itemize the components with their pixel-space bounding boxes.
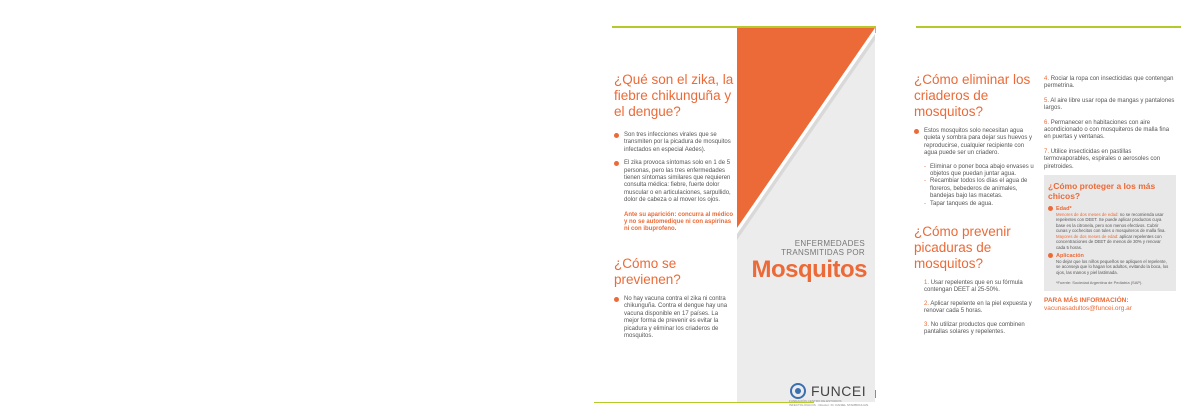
bullet-icon	[614, 161, 619, 166]
paragraph-intro: Estos mosquitos solo necesitan agua quieta y sombra para dejar sus huevos y reproducirse, cualquier recipiente con agua puede ser un criadero.	[914, 128, 1036, 158]
age-under-two-months: Menores de dos meses de edad: no se recomienda usar repelentes con DEET. Se puede aplicar productos cuya base es la citronela, pero son menos efectivos. Cubrir cunas y cochecitos con tules o mosquiteros de malla fina.	[1056, 212, 1166, 234]
warning-text: Ante su aparición: concurra al médico y no se automedique ni con aspirinas ni con ibuprofeno.	[624, 211, 734, 233]
funcei-logo	[789, 383, 869, 413]
logo-wordmark: FUNCEI	[811, 383, 867, 399]
bullet-icon	[614, 133, 619, 138]
panel-info	[594, 28, 737, 402]
panel-breeding-sites	[900, 28, 1040, 402]
funcei-mark-icon	[789, 383, 807, 399]
bullet-icon	[1048, 206, 1053, 211]
bullet-icon	[914, 129, 919, 134]
bullet-icon	[614, 297, 619, 302]
list-item: - Tapar tanques de agua.	[924, 201, 1036, 208]
paragraph-viral-infections: Son tres infecciones virales que se transmiten por la picadura de mosquitos infectados en especial Aedes).	[614, 132, 734, 154]
step-item: 6. Permanecer en habitaciones con aire acondicionado o con mosquiteros de malla fina en puertas y ventanas.	[1044, 119, 1170, 141]
cover-stripe-graphic	[737, 28, 875, 402]
bullet-icon	[1048, 253, 1053, 258]
question-prevent-bites: ¿Cómo prevenir picaduras de mosquitos?	[914, 224, 1011, 272]
step-item: 1. Usar repelentes que en su fórmula contengan DEET al 25-50%.	[924, 280, 1023, 294]
age-over-two-months: Mayores de dos meses de edad: aplicar repelentes con concentraciones de DEET de menos de 30% y renovar cada 5 horas.	[1056, 233, 1162, 250]
step-item: 3. No utilizar productos que combinen pantallas solares y repelentes.	[924, 321, 1025, 336]
cover-subtitle: ENFERMEDADES TRANSMITIDAS POR	[781, 239, 865, 257]
panel-protection	[1040, 28, 1181, 402]
application-heading: Aplicación	[1048, 253, 1170, 259]
box-title: ¿Cómo proteger a los más chicos?	[1048, 181, 1156, 202]
step-item: 2. Aplicar repelente en la piel expuesta y renovar cada 5 horas.	[924, 300, 1032, 315]
list-item: - Eliminar o poner boca abajo envases u objetos que puedan juntar agua.	[924, 164, 1036, 179]
question-eliminate: ¿Cómo eliminar los criaderos de mosquitos?	[914, 72, 1031, 119]
cover-title: Mosquitos	[751, 256, 867, 283]
paragraph-vaccine: No hay vacuna contra el zika ni contra chikunguña. Contra el dengue hay una vacuna disponible en 17 países. La mejor forma de prevenir es evitar la picadura y eliminar los criaderos de mosquitos.	[614, 296, 734, 340]
list-item: - Recambiar todos los días el agua de floreros, bebederos de animales, bandejas bajo las macetas.	[924, 178, 1036, 200]
panel-cover	[737, 28, 875, 407]
step-item: 7. Utilice insecticidas en pastillas termovaporables, espirales o aerosoles con piretroides.	[1044, 148, 1161, 170]
source-note: *Fuente: Sociedad Argentina de Pediatría (SAP).	[1056, 280, 1143, 286]
question-what-are: ¿Qué son el zika, la fiebre chikunguña y el dengue?	[614, 72, 734, 119]
step-item: 5. Al aire libre usar ropa de mangas y pantalones largos.	[1044, 97, 1175, 112]
kids-protection-box	[1044, 175, 1176, 291]
contact-email-link[interactable]: vacunasadultos@funcei.org.ar	[1044, 305, 1132, 313]
step-item: 4. Rociar la ropa con insecticidas que contengan permetrina.	[1044, 76, 1174, 90]
more-info-label: PARA MÁS INFORMACIÓN:	[1044, 297, 1129, 305]
age-heading: Edad*	[1048, 206, 1170, 212]
logo-tagline: FUNDACIÓN CENTRO DE ESTUDIOS INFECTOLÓGICOS · Director: Dr. DANIEL STAMBOULIAN	[789, 399, 869, 407]
application-text: No dejar que los niños pequeños se apliquen el repelente, se aconseja que lo hagan los adultos, evitando la boca, los ojos, las manos y piel lastimada.	[1056, 258, 1169, 275]
paragraph-symptoms: El zika provoca síntomas solo en 1 de 5 personas, pero las tres enfermedades tienen síntomas similares que requieren consulta médica: fiebre, fuerte dolor muscular o en articulaciones, sarpullido, dolor de cabeza o al mover los ojos.	[614, 160, 734, 204]
question-prevention: ¿Cómo se previenen?	[614, 255, 681, 287]
